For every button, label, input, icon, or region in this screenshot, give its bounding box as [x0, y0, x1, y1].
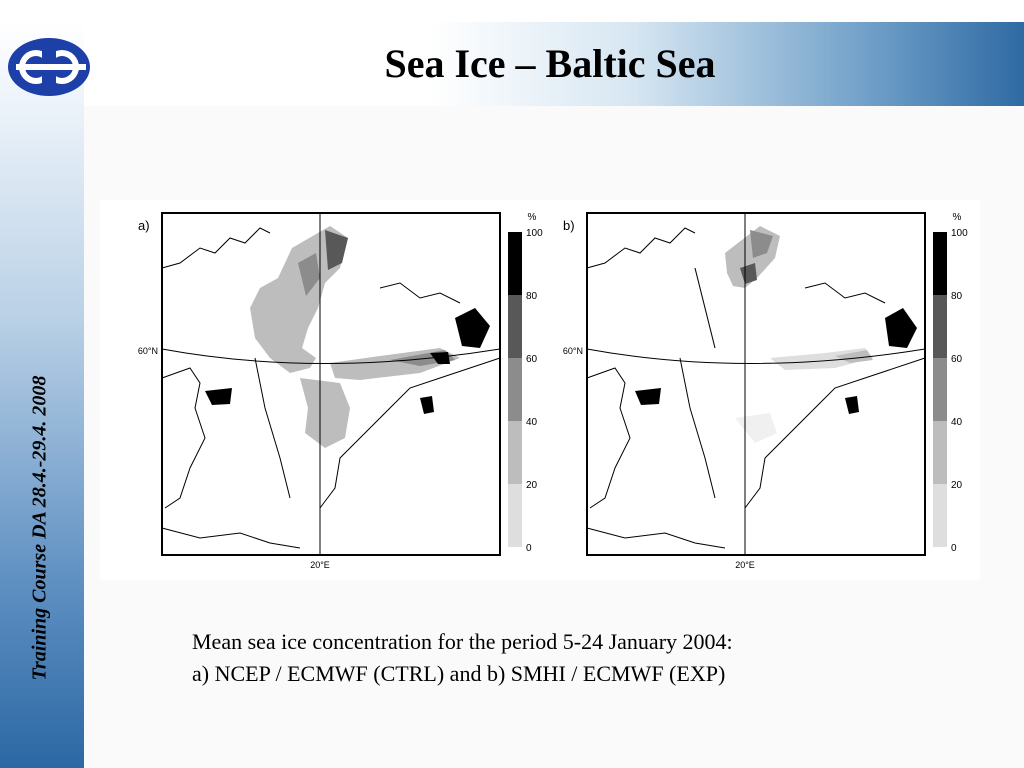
figure-caption	[192, 626, 952, 690]
lon-label-a: 20°E	[310, 560, 330, 570]
course-side-text: Training Course DA 28.4.-29.4. 2008	[28, 375, 51, 681]
caption-line-2: a) NCEP / ECMWF (CTRL) and b) SMHI / ECMWF (EXP)	[192, 661, 726, 686]
lat-label-b: 60°N	[562, 346, 583, 356]
map-panel-b	[545, 208, 975, 578]
slide-title: Sea Ice – Baltic Sea	[384, 41, 716, 86]
colorbar-a-unit: %	[527, 212, 537, 223]
colorbar-b-unit: %	[952, 212, 962, 223]
sea-ice-figure	[100, 200, 980, 580]
lon-label-b: 20°E	[735, 560, 755, 570]
caption-line-1: Mean sea ice concentration for the period 5-24 January 2004:	[192, 629, 733, 654]
colorbar-a-tick-20: 20	[526, 480, 538, 491]
lat-label-a: 60°N	[137, 346, 158, 356]
panel-b-label: b)	[563, 218, 575, 233]
colorbar-b-tick-40: 40	[951, 417, 963, 428]
map-panel-a	[120, 208, 550, 578]
colorbar-a-tick-80: 80	[526, 291, 538, 302]
colorbar-b-tick-60: 60	[951, 354, 963, 365]
colorbar-b-tick-0: 0	[951, 543, 957, 554]
panel-a-label: a)	[138, 218, 150, 233]
colorbar-a-tick-0: 0	[526, 543, 532, 554]
colorbar-b-tick-20: 20	[951, 480, 963, 491]
colorbar-b	[933, 212, 968, 554]
ecmwf-logo-icon	[6, 36, 92, 98]
colorbar-a	[508, 212, 543, 554]
colorbar-b-tick-80: 80	[951, 291, 963, 302]
colorbar-a-tick-40: 40	[526, 417, 538, 428]
colorbar-a-tick-100: 100	[526, 228, 543, 239]
colorbar-a-tick-60: 60	[526, 354, 538, 365]
colorbar-b-tick-100: 100	[951, 228, 968, 239]
